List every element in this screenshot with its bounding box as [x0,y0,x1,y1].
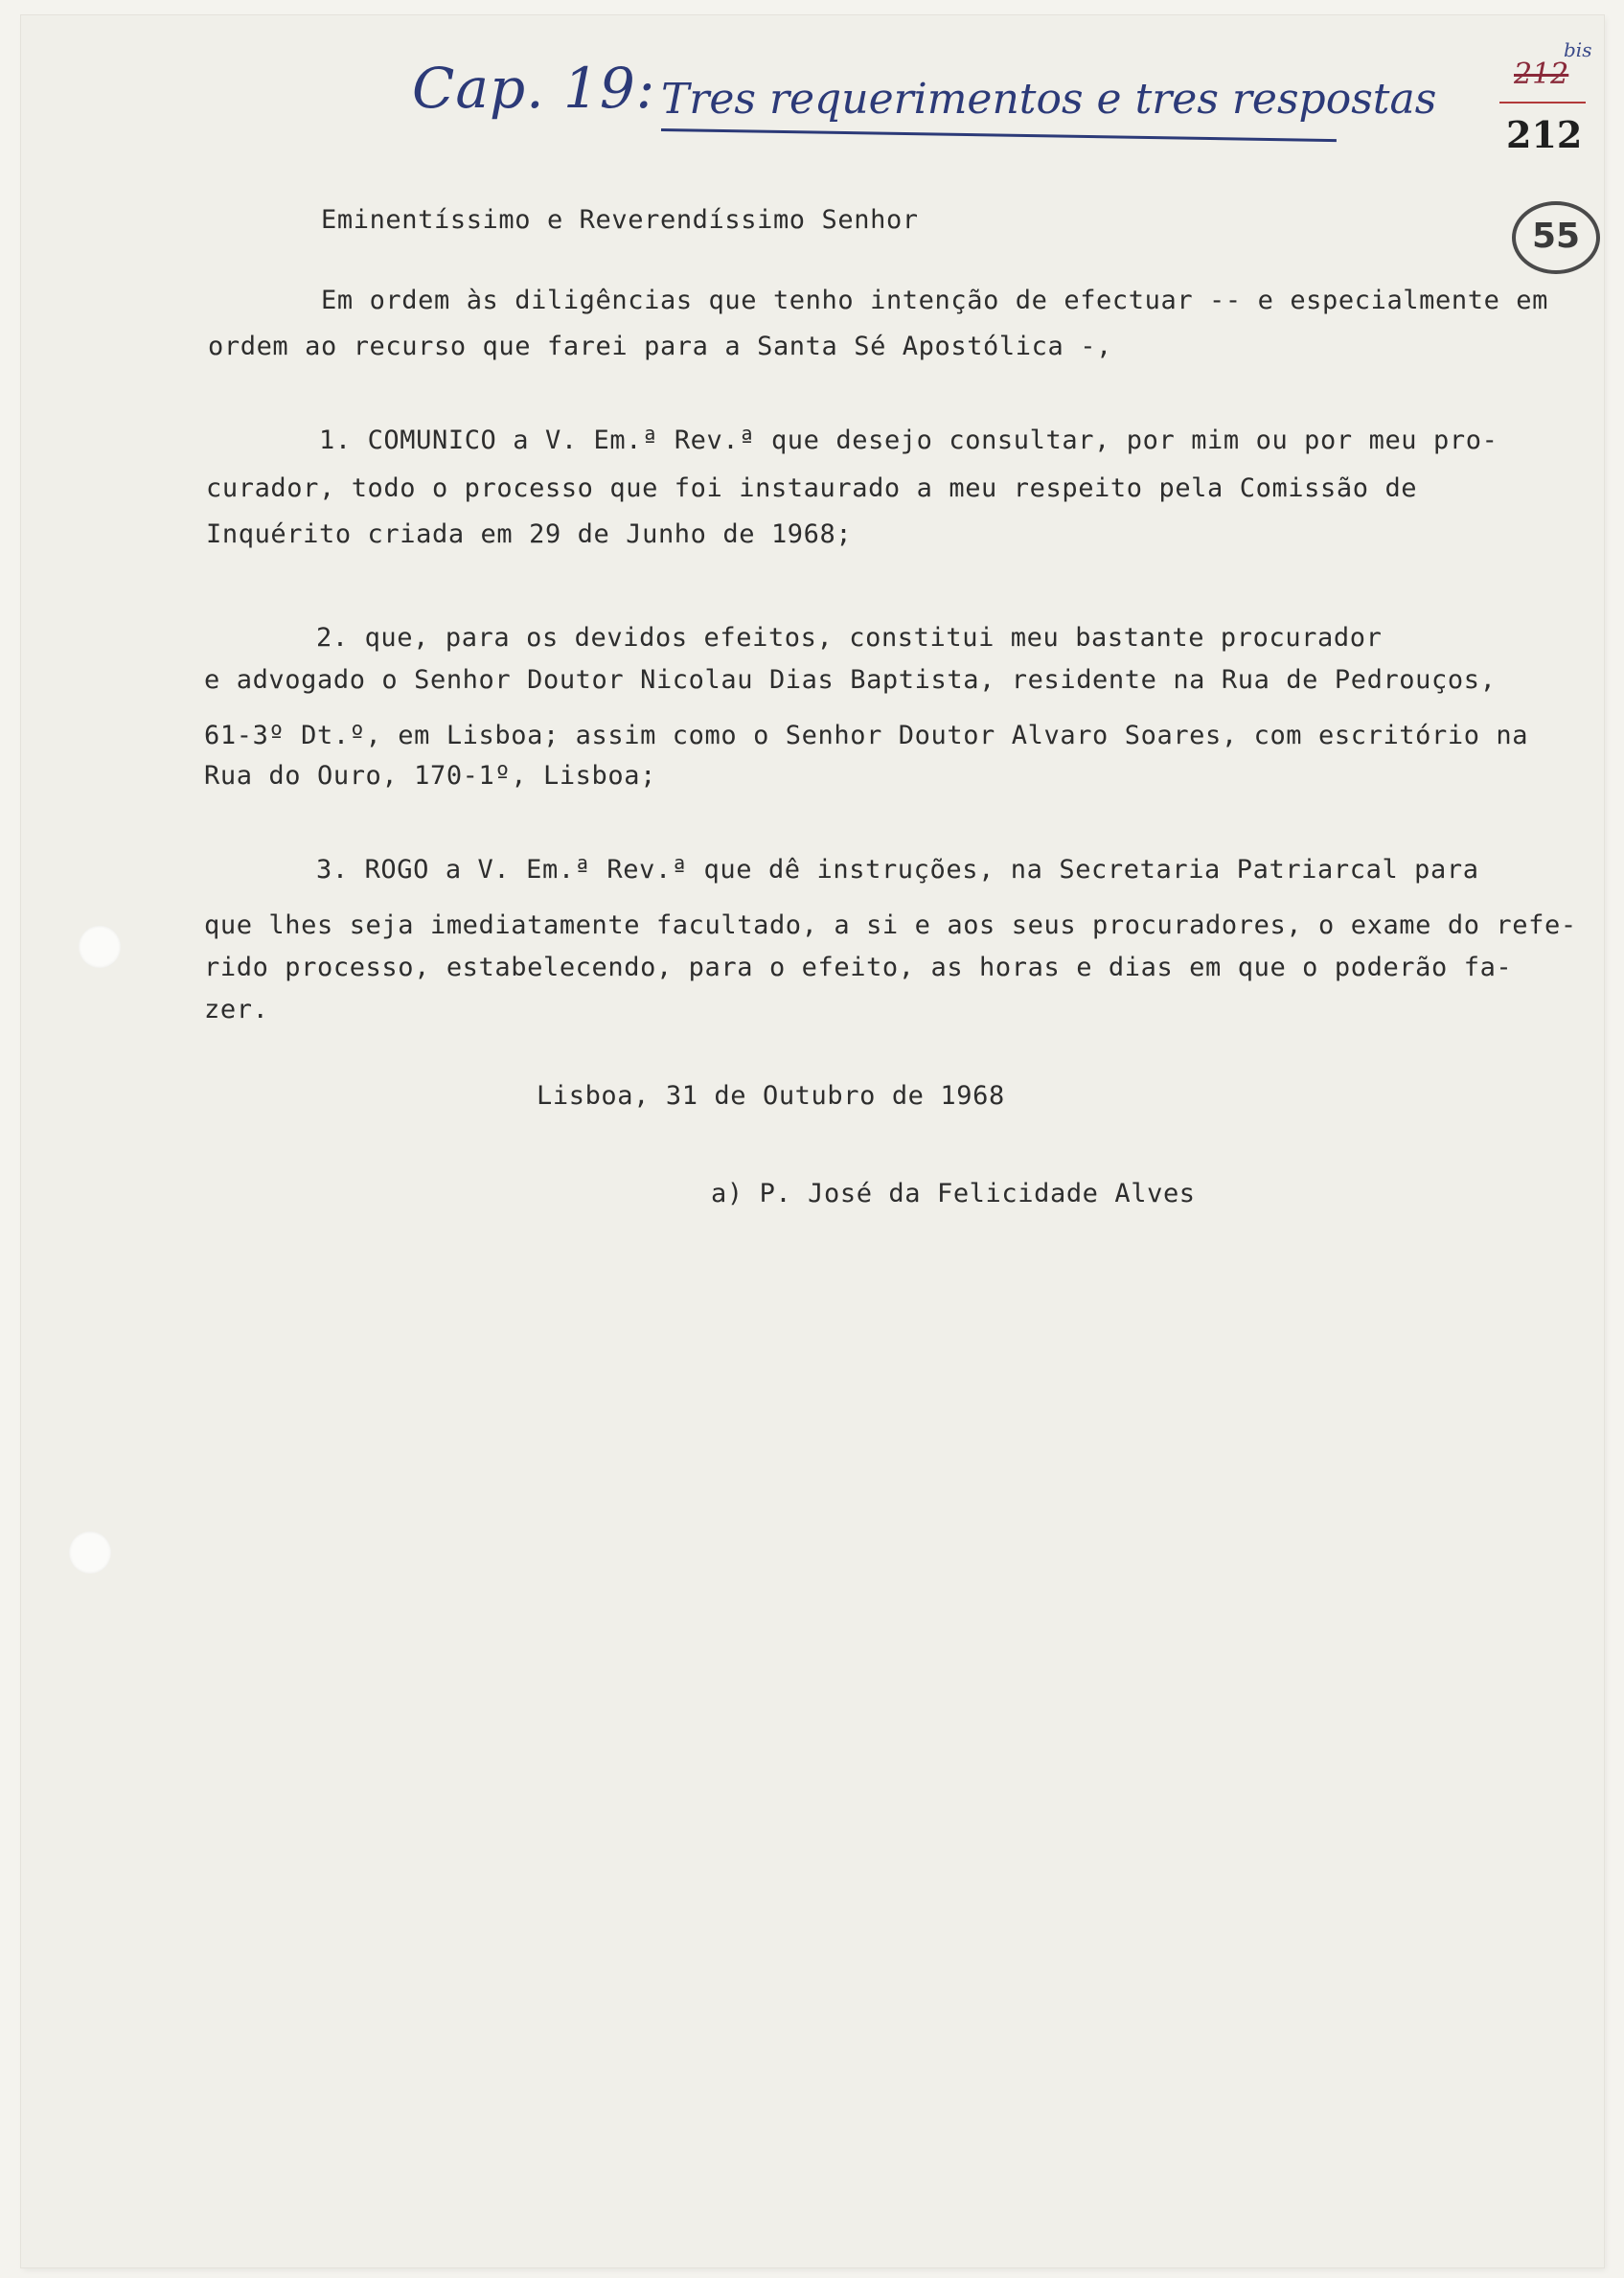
circled-page-number: 55 [1512,201,1600,274]
item1-line-3: Inquérito criada em 29 de Junho de 1968; [206,519,853,549]
intro-line-1: Em ordem às diligências que tenho intenção de efectuar -- e especialmente em [321,286,1549,315]
item2-line-4: Rua do Ouro, 170-1º, Lisboa; [204,761,656,791]
item3-line-1: 3. ROGO a V. Em.ª Rev.ª que dê instruções, na Secretaria Patriarcal para [316,855,1479,885]
folio-number: 212 [1506,113,1583,156]
item3-line-4: zer. [204,995,269,1024]
chapter-heading: Cap. 19: [412,56,656,121]
item3-line-3: rido processo, estabelecendo, para o efeito, as horas e dias em que o poderão fa- [204,953,1513,982]
item2-line-1: 2. que, para os devidos efeitos, constitui meu bastante procurador [316,623,1383,653]
punch-hole-lower [69,1531,111,1574]
item1-line-1: 1. COMUNICO a V. Em.ª Rev.ª que desejo consultar, por mim ou por meu pro- [319,426,1498,455]
item1-line-2: curador, todo o processo que foi instaurado a meu respeito pela Comissão de [206,473,1418,503]
intro-line-2: ordem ao recurso que farei para a Santa Sé Apostólica -, [208,332,1112,361]
folio-divider-line [1499,102,1586,104]
item3-line-2: que lhes seja imediatamente facultado, a si e aos seus procuradores, o exame do refe- [204,910,1577,940]
signature: a) P. José da Felicidade Alves [711,1179,1196,1208]
folio-number-old: 212 [1514,58,1569,91]
item2-line-3: 61-3º Dt.º, em Lisboa; assim como o Senhor Doutor Alvaro Soares, com escritório na [204,721,1529,750]
salutation: Eminentíssimo e Reverendíssimo Senhor [321,205,919,235]
chapter-title: Tres requerimentos e tres respostas [661,75,1437,124]
item2-line-2: e advogado o Senhor Doutor Nicolau Dias Baptista, residente na Rua de Pedrouços, [204,665,1497,695]
punch-hole-upper [79,926,121,968]
place-and-date: Lisboa, 31 de Outubro de 1968 [537,1081,1005,1111]
folio-number-superscript: bis [1564,38,1592,61]
